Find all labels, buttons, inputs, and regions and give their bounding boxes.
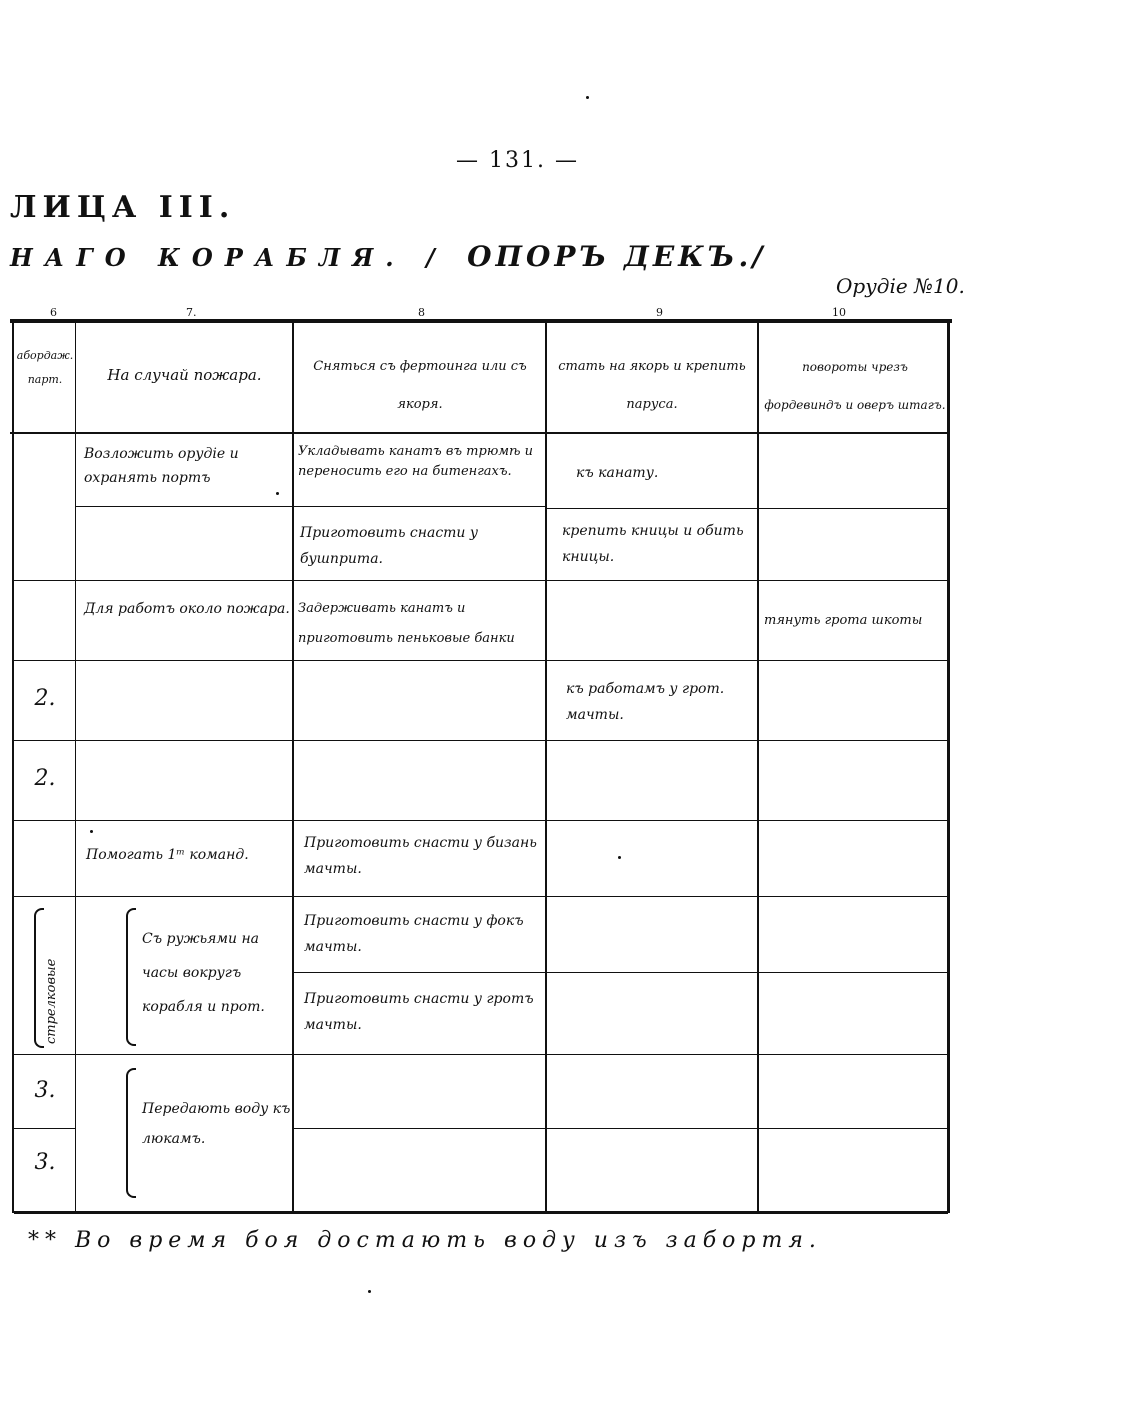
column-number: 6 [50, 306, 57, 319]
column-number: 8 [418, 306, 425, 319]
cell-r3c5: тянуть грота шкоты [764, 613, 923, 628]
cell-r3c2: Для работъ около пожара. [84, 601, 290, 617]
subtitle-deck: ОПОРЪ ДЕКЪ./ [467, 240, 767, 273]
cell-r5c1: 2. [34, 766, 56, 791]
row-divider [546, 508, 950, 509]
speck [368, 1290, 371, 1293]
cell-r1c3: Укладывать канатъ въ трюмѣ и переносить его на битенгахъ. [298, 444, 534, 479]
header-turns: повороты чрезъ фордевиндъ и оверъ штагъ. [764, 360, 946, 412]
column-border [545, 319, 547, 1213]
cell-r8c3: Приготовить снасти у гротъ мачты. [304, 991, 534, 1033]
row-divider [14, 1128, 76, 1129]
cell-r7c3: Приготовить снасти у фокъ мачты. [304, 913, 524, 955]
column-border [947, 319, 950, 1213]
header-weigh-anchor: Сняться съ фертоинга или съ якоря. [313, 359, 527, 412]
speck [586, 96, 589, 99]
cell-r9c1: 3. [34, 1078, 56, 1103]
row-divider [14, 660, 950, 661]
row-divider [14, 740, 950, 741]
row-divider [76, 506, 546, 507]
page-number: — 131. — [456, 148, 579, 173]
row-divider [14, 1054, 950, 1055]
header-fire: На случай пожара. [107, 366, 262, 384]
column-border [757, 319, 759, 1213]
row-divider [14, 580, 950, 581]
cell-r4c1: 2. [34, 686, 56, 711]
row-divider [14, 896, 950, 897]
cell-r9c2: Передають воду къ люкамъ. [142, 1101, 291, 1147]
row-divider [14, 820, 950, 821]
footnote: ** Во время боя достають воду изъ забортя. [28, 1228, 822, 1253]
column-border [75, 319, 76, 1213]
cell-r7c1: стрелковые [44, 958, 59, 1044]
cell-r2c4: крепить кницы и обить кницы. [562, 523, 744, 565]
page-title: ЛИЦА III. [10, 190, 236, 225]
table-bottom-border [14, 1211, 948, 1214]
column-number: 7. [186, 306, 197, 319]
subtitle-ship: НАГО КОРАБЛЯ. / [10, 243, 447, 272]
cell-r7c2: Съ ружьями на часы вокругъ корабля и прот. [142, 931, 265, 1015]
cell-r2c3: Приготовить снасти у бушприта. [300, 525, 479, 567]
water-brace [126, 1068, 136, 1198]
row-divider [292, 1128, 950, 1129]
header-divider [10, 432, 950, 434]
cell-r4c4: къ работамъ у грот. мачты. [566, 681, 725, 723]
table-top-border [10, 319, 952, 323]
cell-r6c3: Приготовить снасти у бизань мачты. [304, 835, 537, 877]
column-border [292, 319, 294, 1213]
left-brace [34, 908, 44, 1048]
cell-r10c1: 3. [34, 1150, 56, 1175]
column-border [12, 319, 14, 1213]
asterisk-mark [276, 492, 279, 495]
column-number: 9 [656, 306, 663, 319]
row-divider [292, 972, 950, 973]
asterisk-mark [90, 830, 93, 833]
header-boarding-party: абордаж. парт. [16, 349, 74, 386]
cell-r3c3: Задерживать канатъ и приготовить пеньковые банки [298, 601, 515, 646]
speck [618, 856, 621, 859]
gun-label: Орудіе №10. [836, 274, 965, 298]
cell-r1c4: къ канату. [576, 465, 659, 481]
page-subtitle [10, 240, 766, 273]
sentry-brace [126, 908, 136, 1046]
cell-r1c2: Возложить орудіе и охранять портъ [84, 446, 239, 486]
header-anchor-sails: стать на якорь и крепить паруса. [558, 359, 746, 412]
column-number: 10 [832, 306, 846, 319]
cell-r6c2: Помогать 1ᵐ команд. [86, 847, 249, 863]
